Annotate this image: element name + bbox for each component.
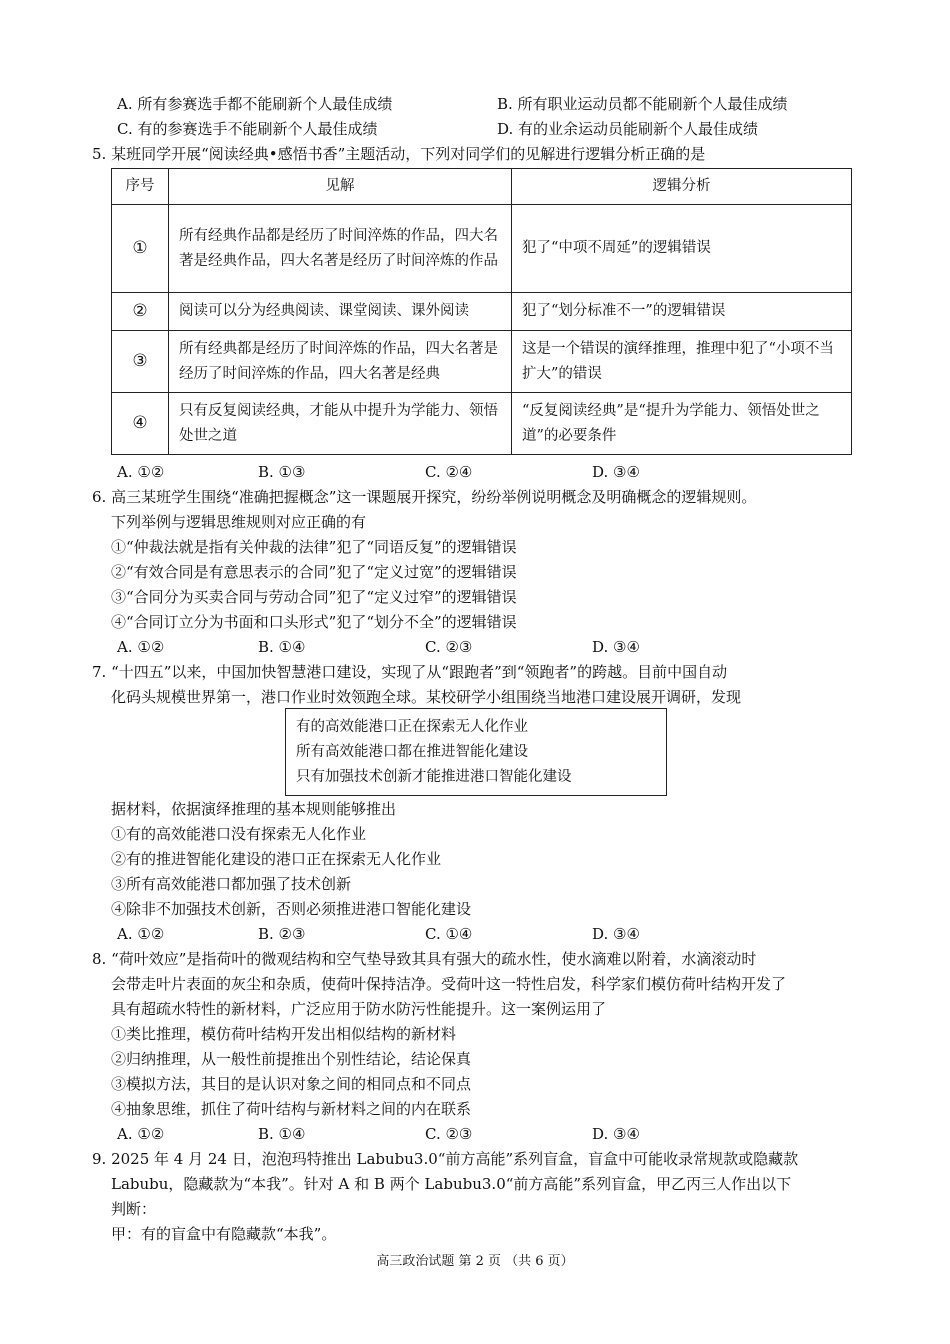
q7-option-b: B. ②③ [258,925,306,943]
table-row [112,293,852,331]
q7-item-3: ③所有高效能港口都加强了技术创新 [111,875,352,893]
q7-option-d: D. ③④ [592,925,640,943]
q7-stem-line1: 7. “十四五”以来，中国加快智慧港口建设，实现了从“跟跑者”到“领跑者”的跨越。目前中国自动 [92,663,728,681]
row-analysis: 犯了“划分标准不一”的逻辑错误 [512,293,852,331]
q7-option-a: A. ①② [117,925,165,943]
row-number: ③ [112,331,169,393]
q5-option-b: B. ①③ [258,463,306,481]
table-header-analysis: 逻辑分析 [512,169,852,205]
q7-box-line3: 只有加强技术创新才能推进港口智能化建设 [296,769,572,785]
q9-stem-line3: 判断： [111,1200,157,1218]
row-analysis: 犯了“中项不周延”的逻辑错误 [512,205,852,293]
q6-option-b: B. ①④ [258,638,306,656]
q6-item-4: ④“合同订立分为书面和口头形式”犯了“划分不全”的逻辑错误 [111,613,517,631]
q6-item-2: ②“有效合同是有意思表示的合同”犯了“定义过宽”的逻辑错误 [111,563,517,581]
q7-item-2: ②有的推进智能化建设的港口正在探索无人化作业 [111,850,442,868]
q9-stem-line2: Labubu，隐藏款为“本我”。针对 A 和 B 两个 Labubu3.0“前方高能”系列盲盒，甲乙丙三人作出以下 [111,1175,792,1193]
q7-item-4: ④除非不加强技术创新，否则必须推进港口智能化建设 [111,900,472,918]
q6-option-c: C. ②③ [425,638,473,656]
q4-option-d: D. 有的业余运动员能刷新个人最佳成绩 [497,120,759,138]
row-number: ④ [112,393,169,455]
q5-option-c: C. ②④ [425,463,473,481]
q8-option-a: A. ①② [117,1125,165,1143]
q8-item-2: ②归纳推理，从一般性前提推出个别性结论，结论保真 [111,1050,472,1068]
q6-item-1: ①“仲裁法就是指有关仲裁的法律”犯了“同语反复”的逻辑错误 [111,538,517,556]
table-row [112,393,852,455]
q8-item-1: ①类比推理，模仿荷叶结构开发出相似结构的新材料 [111,1025,457,1043]
table-row [112,331,852,393]
q8-stem-line1: 8. “荷叶效应”是指荷叶的微观结构和空气垫导致其具有强大的疏水性，使水滴难以附着，水滴滚动时 [92,950,757,968]
row-view: 只有反复阅读经典，才能从中提升为学能力、领悟处世之道 [169,393,512,455]
q5-option-d: D. ③④ [592,463,640,481]
row-analysis: 这是一个错误的演绎推理，推理中犯了“小项不当扩大”的错误 [512,331,852,393]
table-header-num: 序号 [112,169,169,205]
row-number: ② [112,293,169,331]
q5-stem: 5. 某班同学开展“阅读经典•感悟书香”主题活动，下列对同学们的见解进行逻辑分析正确的是 [92,145,706,163]
q8-item-4: ④抽象思维，抓住了荷叶结构与新材料之间的内在联系 [111,1100,472,1118]
q6-item-3: ③“合同分为买卖合同与劳动合同”犯了“定义过窄”的逻辑错误 [111,588,517,606]
q7-material-box [285,708,667,796]
q8-option-b: B. ①④ [258,1125,306,1143]
row-analysis: “反复阅读经典”是“提升为学能力、领悟处世之道”的必要条件 [512,393,852,455]
q7-item-1: ①有的高效能港口没有探索无人化作业 [111,825,367,843]
q4-option-c: C. 有的参赛选手不能刷新个人最佳成绩 [117,120,378,138]
q7-stem-line2: 化码头规模世界第一，港口作业时效领跑全球。某校研学小组围绕当地港口建设展开调研，发现 [111,688,742,706]
q8-item-3: ③模拟方法，其目的是认识对象之间的相同点和不同点 [111,1075,472,1093]
q4-option-a: A. 所有参赛选手都不能刷新个人最佳成绩 [117,95,393,113]
row-view: 所有经典都是经历了时间淬炼的作品，四大名著是经历了时间淬炼的作品，四大名著是经典 [169,331,512,393]
q7-option-c: C. ①④ [425,925,473,943]
q6-stem-line1: 6. 高三某班学生围绕“准确把握概念”这一课题展开探究，纷纷举例说明概念及明确概念的逻辑规则。 [92,488,757,506]
row-view: 阅读可以分为经典阅读、课堂阅读、课外阅读 [169,293,512,331]
q5-option-a: A. ①② [117,463,165,481]
q5-table [111,168,852,455]
q4-option-b: B. 所有职业运动员都不能刷新个人最佳成绩 [497,95,788,113]
q8-stem-line3: 具有超疏水特性的新材料，广泛应用于防水防污性能提升。这一案例运用了 [111,1000,607,1018]
table-row [112,205,852,293]
q6-option-d: D. ③④ [592,638,640,656]
table-header-row [112,169,852,205]
table-header-view: 见解 [169,169,512,205]
q6-option-a: A. ①② [117,638,165,656]
q8-stem-line2: 会带走叶片表面的灰尘和杂质，使荷叶保持洁净。受荷叶这一特性启发，科学家们模仿荷叶结构开发了 [111,975,787,993]
q9-stem-line1: 9. 2025 年 4 月 24 日，泡泡玛特推出 Labubu3.0“前方高能”系列盲盒，盲盒中可能收录常规款或隐藏款 [92,1150,799,1168]
q8-option-d: D. ③④ [592,1125,640,1143]
row-number: ① [112,205,169,293]
row-view: 所有经典作品都是经历了时间淬炼的作品，四大名著是经典作品，四大名著是经历了时间淬炼的作品 [169,205,512,293]
q9-judgement-jia: 甲：有的盲盒中有隐藏款“本我”。 [111,1225,337,1243]
q7-box-line1: 有的高效能港口正在探索无人化作业 [296,719,528,735]
q6-stem-line2: 下列举例与逻辑思维规则对应正确的有 [111,513,367,531]
q8-option-c: C. ②③ [425,1125,473,1143]
q7-after-text: 据材料，依据演绎推理的基本规则能够推出 [111,800,397,818]
page-footer: 高三政治试题 第 2 页 （共 6 页） [376,1254,574,1269]
q7-box-line2: 所有高效能港口都在推进智能化建设 [296,744,528,760]
